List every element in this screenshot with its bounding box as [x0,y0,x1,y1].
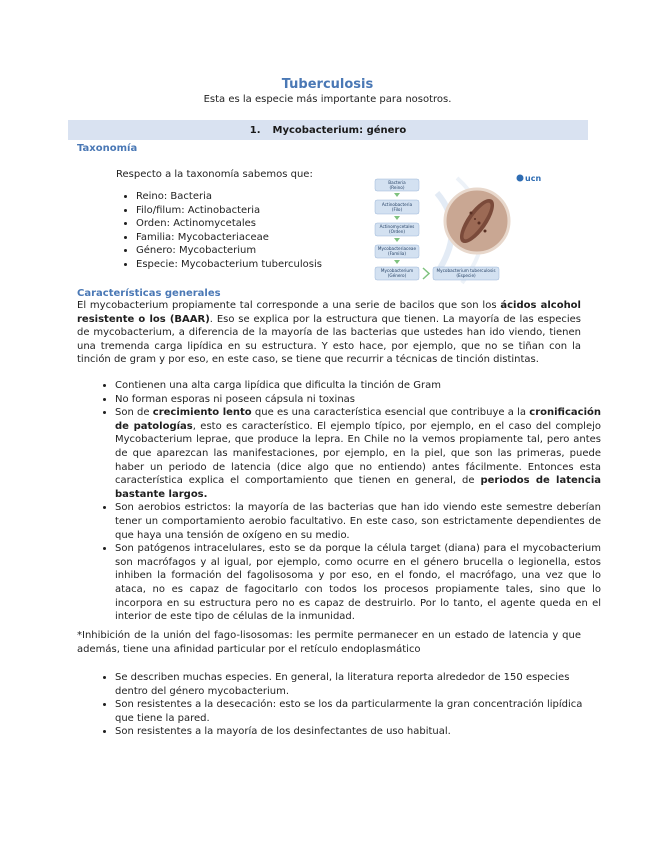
text-span: que es una característica esencial que contribuye a la [251,407,530,419]
characteristics-paragraph [77,299,581,367]
svg-text:Mycobacterium tuberculosis: Mycobacterium tuberculosis [436,268,496,273]
text-span: , esto es característico. El ejemplo típico, por ejemplo, en el caso del complejo Mycobacterium leprae, que produce la lepra. En Chile no la vemos propiamente tal, pero antes de que aparezcan las manifestaciones, por ejemplo, en la piel, que son las primeras, puede haber un periodo de latencia (dice algo que no entiendo) antes fácilmente. Entonces esta característica explica el comportamiento que tienen en general, de [115,420,602,487]
svg-text:Mycobacterium: Mycobacterium [380,268,414,273]
document-subtitle: Esta es la especie más importante para nosotros. [203,94,452,105]
bold-term: ácidos alcohol resistente o los (BAAR) [77,300,581,325]
svg-text:(Especie): (Especie) [456,273,476,278]
section-heading-bar [68,120,588,140]
section-number: 1. [249,124,261,136]
taxonomy-item: • Orden: Actinomycetales [136,217,322,231]
text-span: El mycobacterium propiamente tal corresponde a una serie de bacilos que son los [77,300,501,311]
svg-text:Actinomycetales: Actinomycetales [379,224,415,229]
characteristics-list [96,379,601,624]
taxonomy-item: • Filo/filum: Actinobacteria [136,204,322,218]
svg-text:ucn: ucn [525,174,542,183]
list-item: • Son resistentes a la mayoría de los desinfectantes de uso habitual. [115,725,595,739]
note-paragraph: *Inhibición de la unión del fago-lisosomas: les permite permanecer en un estado de latencia y que además, tiene una afinidad particular por el retículo endoplasmático [77,630,581,655]
taxonomy-item: • Género: Mycobacterium [136,244,322,258]
list-item [115,406,601,501]
list-item: • Son patógenos intracelulares, esto se da porque la célula target (diana) para el mycobacterium son macrófagos y al igual, por ejemplo, como ocurre en el género brucella o legionella, estos inhiben la formación del fagolisosoma y por eso, en el fondo, el macrófago, una vez que lo ataca, no es capaz de fagocitarlo con todos los procesos propiamente tales, sino que lo incorpora en su estructura pero no es capaz de destruirlo. Por lo tanto, el agente queda en el interior de este tipo de células de la inmunidad. [115,542,601,624]
taxonomy-box-especie [433,267,499,280]
taxonomy-box-genero [375,267,419,280]
characteristics-heading: Características generales [77,288,221,299]
document-title: Tuberculosis [281,77,374,92]
list-item: • No forman esporas ni poseen cápsula ni toxinas [115,393,601,407]
taxonomy-list [116,190,322,271]
text-span: . Eso se explica por la estructura que tienen. La mayoría de las especies de mycobacterium, a diferencia de la mayoría de las bacterias que ustedes han ido viendo, tienen una tremenda carga lipídica en su estructura. Y esto hace, por ejemplo, que no se tiñan con la tinción de gram y por eso, en este caso, se tiene que recurrir a técnicas de tinción distintas. [77,313,581,366]
bold-term: cronificación de patologías [115,407,601,432]
taxonomy-box-reino [375,179,419,191]
list-item: • Se describen muchas especies. En general, la literatura reporta alrededor de 150 especies dentro del género mycobacterium. [115,671,595,698]
taxonomy-figure [367,173,585,285]
text-span: Son de [115,407,153,419]
section-title: Mycobacterium: género [272,124,407,136]
svg-text:(Familia): (Familia) [388,251,406,256]
taxonomy-box-filo [375,200,419,214]
bacterium-image [445,189,509,253]
svg-text:Bacteria: Bacteria [388,180,406,185]
svg-text:(Orden): (Orden) [388,229,406,234]
taxonomy-item: • Especie: Mycobacterium tuberculosis [136,258,322,272]
svg-text:Mycobacteriaceae: Mycobacteriaceae [377,246,417,251]
svg-text:(Género): (Género) [387,273,407,278]
svg-text:(Filo): (Filo) [391,207,403,212]
taxonomy-item: • Reino: Bacteria [136,190,322,204]
svg-text:Actinobacteria: Actinobacteria [381,202,413,207]
taxonomy-box-orden [375,223,419,236]
bold-term: periodos de latencia bastante largos. [115,475,601,500]
taxonomy-item: • Familia: Mycobacteriaceae [136,231,322,245]
list-item: • Son resistentes a la desecación: esto se los da particularmente la gran concentración lipídica que tiene la pared. [115,698,595,725]
taxonomy-intro: Respecto a la taxonomía sabemos que: [116,169,313,180]
bold-term: crecimiento lento [152,407,252,419]
list-item: • Son aerobios estrictos: la mayoría de las bacterias que han ido viendo este semestre deberían tener un comportamiento aerobio facultativo. En este caso, son estrictamente dependientes de que haya una tensión de oxígeno en su medio. [115,501,601,542]
svg-text:(Reino): (Reino) [389,185,405,190]
list-item: • Contienen una alta carga lipídica que dificulta la tinción de Gram [115,379,601,393]
taxonomy-heading: Taxonomía [77,143,138,154]
characteristics-list-2 [96,671,595,739]
taxonomy-box-familia [375,245,419,258]
